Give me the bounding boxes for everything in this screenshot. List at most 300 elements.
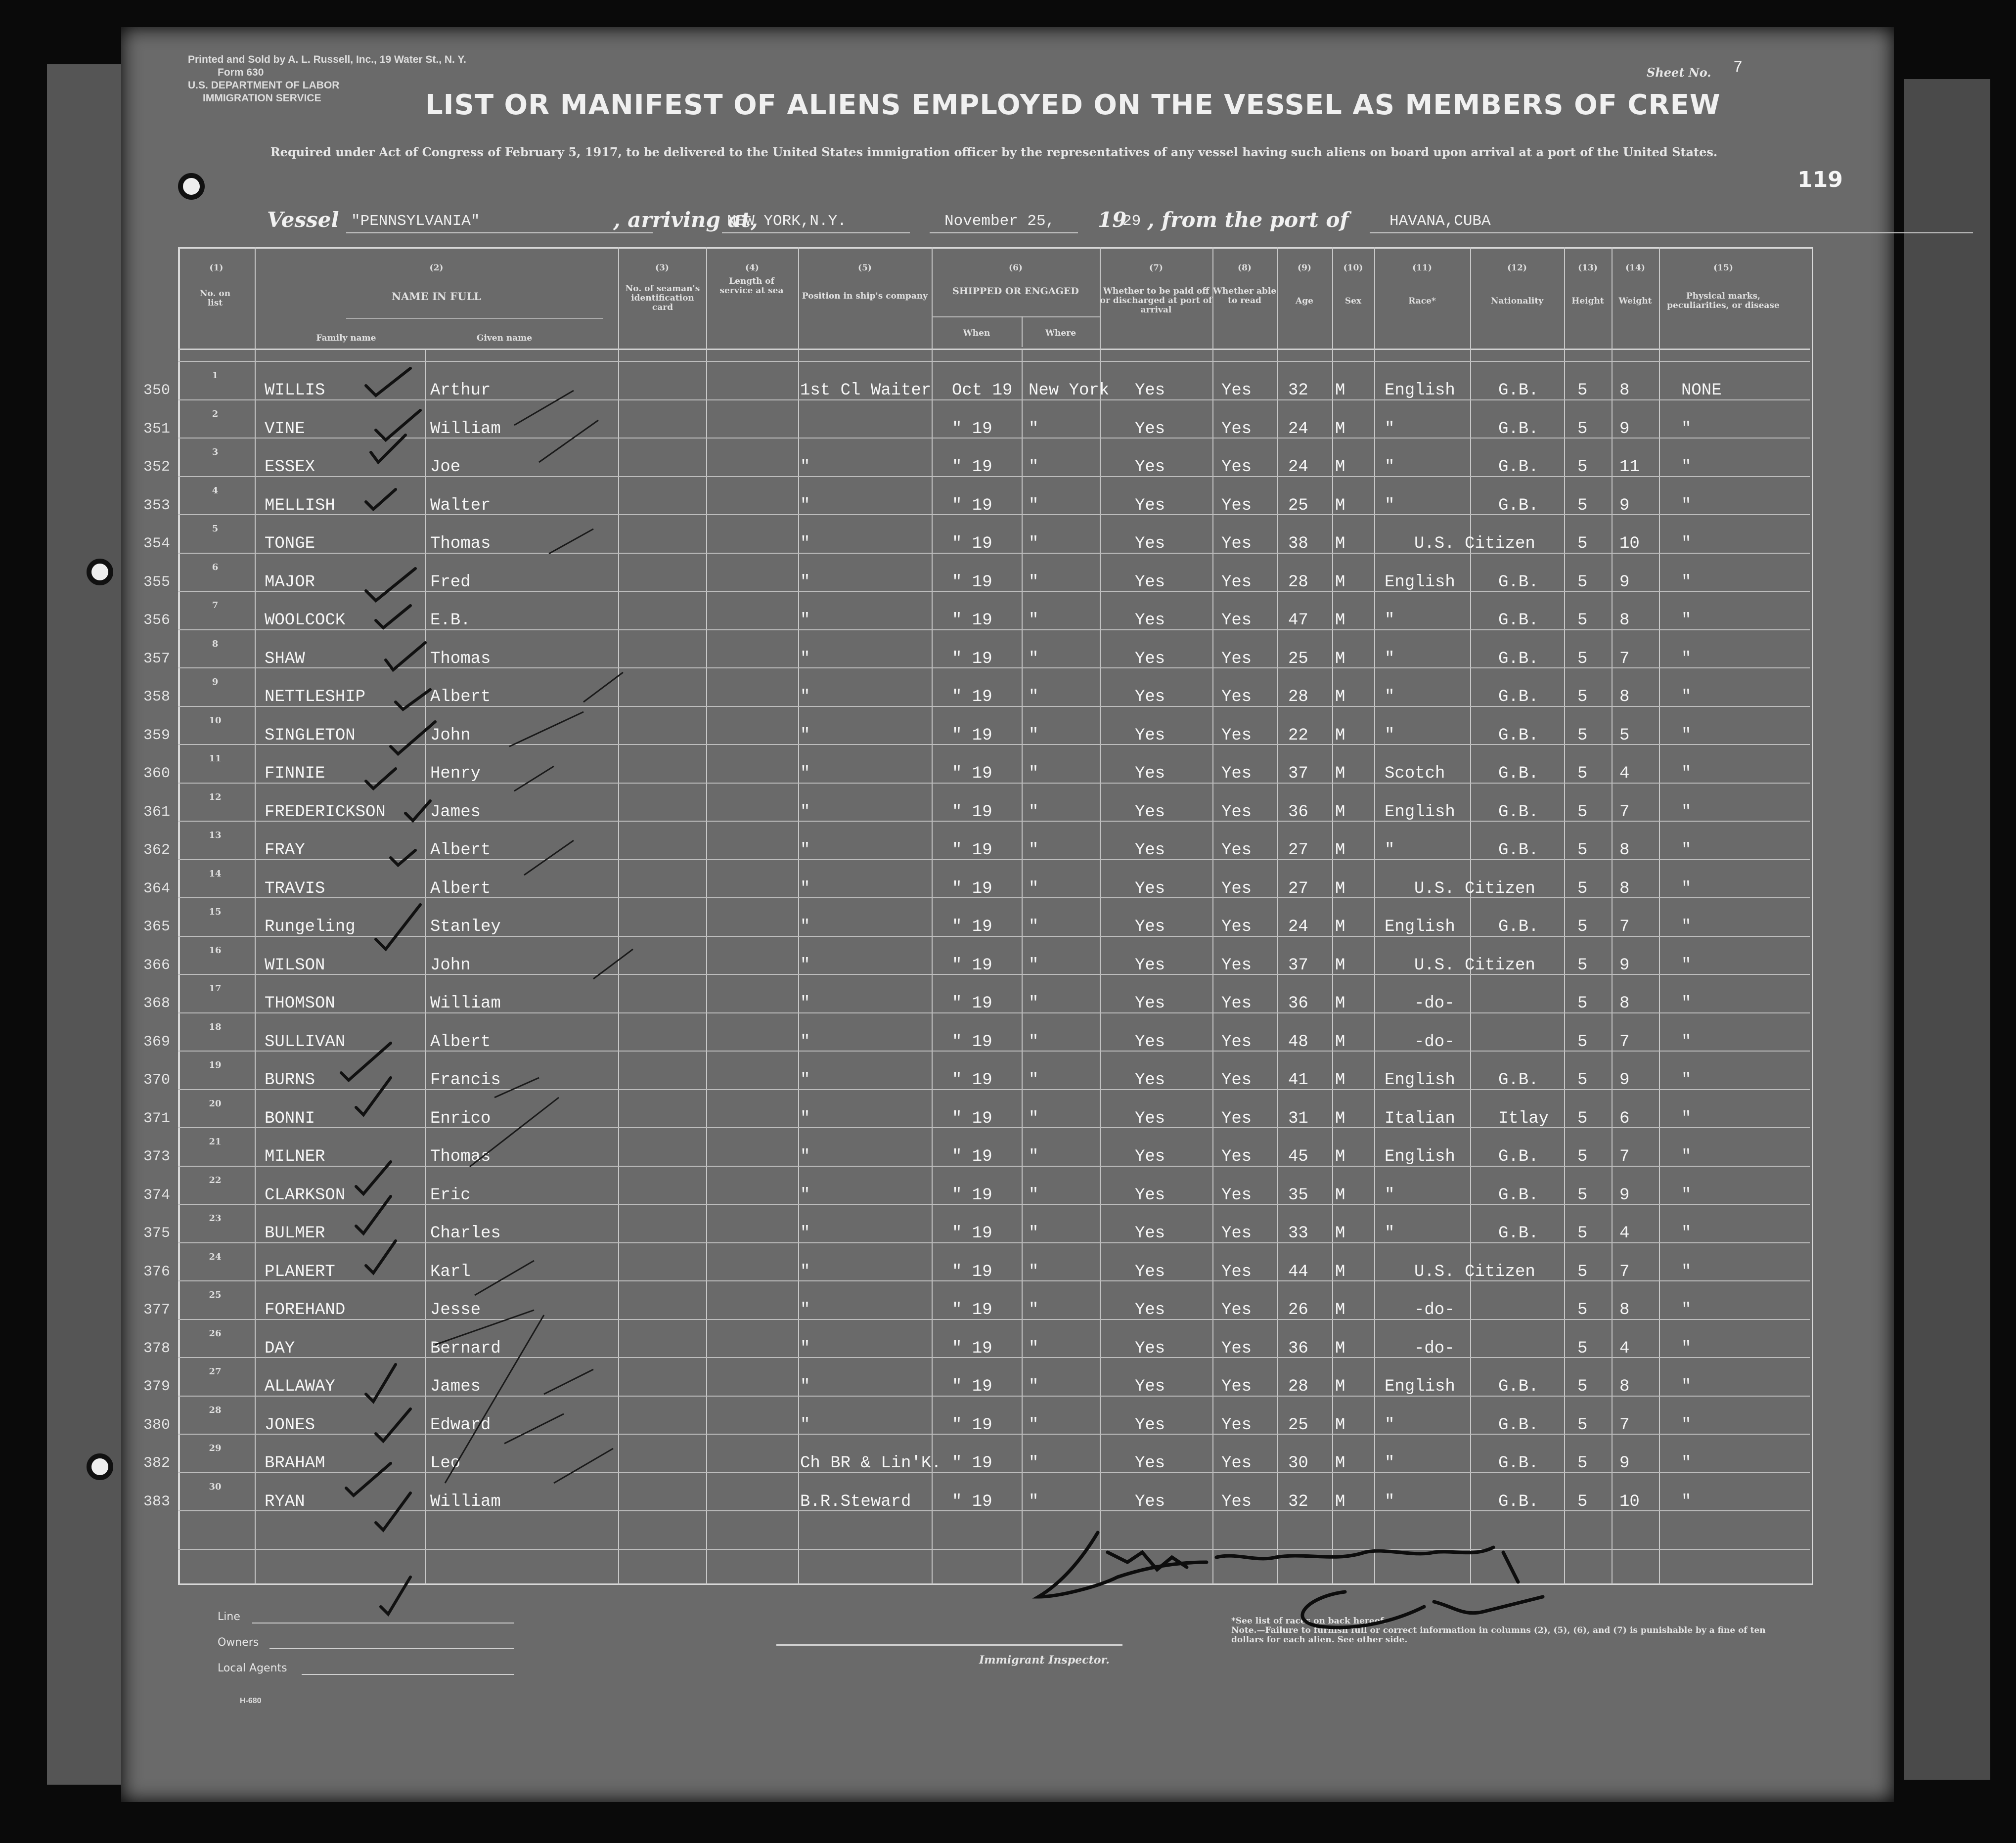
printer-line: Form 630 (218, 67, 264, 78)
list-number: 17 (209, 983, 222, 994)
physical-marks: " (1681, 419, 1692, 439)
margin-list-number: 371 (143, 1110, 171, 1127)
height: 5 (1577, 1492, 1588, 1511)
able-to-read: Yes (1221, 1224, 1252, 1243)
shipped-when: " 19 (952, 1032, 992, 1052)
family-name: MILNER (265, 1147, 325, 1166)
from-label: , from the port of (1147, 208, 1349, 232)
nationality: G.B. (1498, 841, 1539, 860)
able-to-read: Yes (1221, 1185, 1252, 1205)
col-number: (11) (1412, 263, 1432, 273)
physical-marks: " (1681, 1262, 1692, 1281)
able-to-read: Yes (1221, 1071, 1252, 1090)
age: 25 (1288, 649, 1308, 668)
family-name: THOMSON (265, 994, 335, 1013)
col-number: (10) (1343, 263, 1363, 273)
family-name: Rungeling (265, 918, 356, 936)
col-number: (9) (1298, 263, 1311, 273)
paid-off: Yes (1135, 1301, 1165, 1319)
weight: 9 (1619, 1071, 1630, 1090)
able-to-read: Yes (1221, 879, 1252, 898)
physical-marks: " (1681, 458, 1692, 477)
race: " (1385, 841, 1395, 860)
position: Ch BR & Lin'K. (800, 1454, 941, 1473)
margin-list-number: 368 (143, 995, 171, 1012)
header-age: Age (1296, 296, 1313, 306)
list-number: 26 (209, 1328, 222, 1339)
list-number: 8 (212, 638, 219, 649)
given-name: William (430, 1492, 501, 1511)
margin-list-number: 376 (143, 1263, 171, 1280)
arriving-port: NEW YORK,N.Y. (727, 213, 847, 230)
age: 28 (1288, 688, 1308, 706)
height: 5 (1577, 726, 1588, 745)
physical-marks: " (1681, 841, 1692, 860)
weight: 9 (1619, 419, 1630, 439)
header-seaman-id: No. of seaman's identification card (625, 284, 700, 312)
weight: 8 (1619, 879, 1630, 898)
able-to-read: Yes (1221, 764, 1252, 783)
age: 26 (1288, 1301, 1308, 1319)
shipped-when: " 19 (952, 1415, 992, 1435)
shipped-where: " (1029, 1492, 1039, 1511)
shipped-where: " (1029, 1339, 1039, 1358)
list-number: 30 (209, 1481, 222, 1492)
col-number: (12) (1507, 263, 1527, 273)
family-name: BURNS (265, 1071, 315, 1090)
nationality: G.B. (1498, 611, 1539, 630)
given-name: Thomas (430, 649, 491, 668)
shipped-where: New York (1029, 381, 1110, 400)
paid-off: Yes (1135, 956, 1165, 975)
height: 5 (1577, 1377, 1588, 1396)
position: " (800, 688, 810, 706)
margin-list-number: 356 (143, 612, 171, 629)
nationality: G.B. (1498, 918, 1539, 936)
able-to-read: Yes (1221, 1377, 1252, 1396)
able-to-read: Yes (1221, 994, 1252, 1013)
margin-list-number: 360 (143, 765, 171, 782)
header-length-of-service: Length of service at sea (719, 276, 784, 296)
margin-list-number: 353 (143, 497, 171, 514)
height: 5 (1577, 1262, 1588, 1281)
weight: 8 (1619, 1301, 1630, 1319)
col-number: (2) (429, 263, 444, 273)
shipped-where: " (1029, 1071, 1039, 1090)
paid-off: Yes (1135, 1109, 1165, 1128)
given-name: Walter (430, 496, 491, 515)
list-number: 22 (209, 1175, 222, 1185)
shipped-when: Oct 19 (952, 381, 1013, 400)
able-to-read: Yes (1221, 726, 1252, 745)
shipped-when: " 19 (952, 1377, 992, 1396)
margin-list-number: 364 (143, 880, 171, 897)
physical-marks: " (1681, 1185, 1692, 1205)
race: English (1385, 381, 1455, 400)
age: 36 (1288, 1339, 1308, 1358)
able-to-read: Yes (1221, 841, 1252, 860)
able-to-read: Yes (1221, 1339, 1252, 1358)
physical-marks: " (1681, 611, 1692, 630)
sex: M (1335, 1032, 1345, 1052)
margin-list-number: 370 (143, 1072, 171, 1089)
margin-list-number: 375 (143, 1225, 171, 1242)
shipped-where: " (1029, 1301, 1039, 1319)
height: 5 (1577, 496, 1588, 515)
sex: M (1335, 1377, 1345, 1396)
position: " (800, 1262, 810, 1281)
margin-list-number: 355 (143, 573, 171, 591)
shipped-when: " 19 (952, 1262, 992, 1281)
height: 5 (1577, 1415, 1588, 1435)
sex: M (1335, 1185, 1345, 1205)
shipped-where: " (1029, 1147, 1039, 1166)
given-name: Thomas (430, 534, 491, 553)
race: English (1385, 802, 1455, 822)
col-number: (1) (209, 263, 224, 273)
list-number: 2 (212, 408, 219, 419)
race: " (1385, 726, 1395, 745)
footer-owners-label: Owners (218, 1636, 259, 1649)
paid-off: Yes (1135, 458, 1165, 477)
position: " (800, 1032, 810, 1052)
sex: M (1335, 1109, 1345, 1128)
paid-off: Yes (1135, 1377, 1165, 1396)
race: " (1385, 1415, 1395, 1435)
nationality: G.B. (1498, 1224, 1539, 1243)
list-number: 25 (209, 1290, 222, 1300)
physical-marks: " (1681, 956, 1692, 975)
nationality: G.B. (1498, 1454, 1539, 1473)
shipped-where: " (1029, 572, 1039, 592)
shipped-where: " (1029, 458, 1039, 477)
shipped-where: " (1029, 649, 1039, 668)
vessel-name: "PENNSYLVANIA" (351, 213, 480, 230)
able-to-read: Yes (1221, 1492, 1252, 1511)
given-name: Fred (430, 572, 471, 592)
nationality: -do- (1414, 1032, 1455, 1052)
header-height: Height (1571, 296, 1604, 306)
paid-off: Yes (1135, 726, 1165, 745)
list-number: 27 (209, 1366, 222, 1377)
paid-off: Yes (1135, 649, 1165, 668)
shipped-where: " (1029, 1377, 1039, 1396)
margin-list-number: 365 (143, 919, 171, 935)
family-name: BONNI (265, 1109, 315, 1128)
list-number: 28 (209, 1404, 222, 1415)
paid-off: Yes (1135, 534, 1165, 553)
position: " (800, 1147, 810, 1166)
nationality: -do- (1414, 1339, 1455, 1358)
sex: M (1335, 572, 1345, 592)
race: Scotch (1385, 764, 1445, 783)
physical-marks: " (1681, 1492, 1692, 1511)
shipped-where: " (1029, 1224, 1039, 1243)
header-nationality: Nationality (1490, 296, 1544, 306)
sex: M (1335, 1224, 1345, 1243)
printer-line: IMMIGRATION SERVICE (203, 92, 321, 104)
given-name: Charles (430, 1224, 501, 1243)
paid-off: Yes (1135, 1147, 1165, 1166)
paid-off: Yes (1135, 764, 1165, 783)
age: 28 (1288, 1377, 1308, 1396)
shipped-where: " (1029, 1185, 1039, 1205)
given-name: Arthur (430, 381, 491, 400)
shipped-where: " (1029, 419, 1039, 439)
nationality: U.S. Citizen (1414, 534, 1535, 553)
able-to-read: Yes (1221, 649, 1252, 668)
weight: 7 (1619, 802, 1630, 822)
family-name: DAY (265, 1339, 295, 1358)
age: 37 (1288, 764, 1308, 783)
family-name: WILSON (265, 956, 325, 975)
list-number: 20 (209, 1098, 222, 1109)
year-prefix: 19 (1098, 208, 1127, 232)
nationality: -do- (1414, 1301, 1455, 1319)
position: " (800, 1415, 810, 1435)
age: 33 (1288, 1224, 1308, 1243)
nationality: Itlay (1498, 1109, 1549, 1128)
paid-off: Yes (1135, 1492, 1165, 1511)
given-name: Bernard (430, 1339, 501, 1358)
age: 44 (1288, 1262, 1308, 1281)
race: " (1385, 688, 1395, 706)
sex: M (1335, 879, 1345, 898)
race: " (1385, 1185, 1395, 1205)
given-name: Jesse (430, 1301, 481, 1319)
physical-marks: " (1681, 1147, 1692, 1166)
able-to-read: Yes (1221, 956, 1252, 975)
family-name: TRAVIS (265, 879, 325, 898)
given-name: Stanley (430, 918, 501, 936)
sex: M (1335, 458, 1345, 477)
position: " (800, 458, 810, 477)
age: 25 (1288, 1415, 1308, 1435)
position: " (800, 1377, 810, 1396)
nationality: U.S. Citizen (1414, 956, 1535, 975)
race: " (1385, 1224, 1395, 1243)
margin-list-number: 352 (143, 459, 171, 476)
header-weight: Weight (1618, 296, 1652, 306)
given-name: Eric (430, 1185, 471, 1205)
margin-list-number: 374 (143, 1186, 171, 1204)
physical-marks: " (1681, 496, 1692, 515)
list-number: 9 (212, 677, 219, 687)
physical-marks: " (1681, 879, 1692, 898)
position: B.R.Steward (800, 1492, 911, 1511)
position: " (800, 496, 810, 515)
position: " (800, 611, 810, 630)
position: 1st Cl Waiter (800, 381, 932, 400)
shipped-where: " (1029, 496, 1039, 515)
nationality: G.B. (1498, 802, 1539, 822)
age: 25 (1288, 496, 1308, 515)
able-to-read: Yes (1221, 1415, 1252, 1435)
sex: M (1335, 764, 1345, 783)
height: 5 (1577, 419, 1588, 439)
weight: 8 (1619, 1377, 1630, 1396)
nationality: G.B. (1498, 1377, 1539, 1396)
family-name: FOREHAND (265, 1301, 346, 1319)
weight: 8 (1619, 994, 1630, 1013)
form-code: H-680 (240, 1697, 262, 1705)
list-number: 16 (209, 945, 222, 956)
given-name: Leo (430, 1454, 461, 1473)
margin-list-number: 382 (143, 1455, 171, 1472)
weight: 5 (1619, 726, 1630, 745)
margin-list-number: 351 (143, 420, 171, 438)
col-number: (4) (745, 263, 759, 273)
nationality: U.S. Citizen (1414, 879, 1535, 898)
arriving-label: , arriving at, (613, 208, 758, 232)
age: 38 (1288, 534, 1308, 553)
shipped-where: " (1029, 918, 1039, 936)
given-name: Henry (430, 764, 481, 783)
shipped-when: " 19 (952, 1454, 992, 1473)
position: " (800, 534, 810, 553)
shipped-when: " 19 (952, 879, 992, 898)
race: " (1385, 1454, 1395, 1473)
list-number: 1 (212, 370, 219, 381)
list-number: 7 (212, 600, 219, 611)
family-name: TONGE (265, 534, 315, 553)
nationality: G.B. (1498, 726, 1539, 745)
able-to-read: Yes (1221, 1301, 1252, 1319)
weight: 4 (1619, 1224, 1630, 1243)
position: " (800, 726, 810, 745)
weight: 11 (1619, 458, 1640, 477)
weight: 4 (1619, 764, 1630, 783)
shipped-when: " 19 (952, 841, 992, 860)
weight: 8 (1619, 381, 1630, 400)
family-name: VINE (265, 419, 305, 439)
able-to-read: Yes (1221, 1147, 1252, 1166)
col-number: (15) (1713, 263, 1733, 273)
height: 5 (1577, 611, 1588, 630)
paid-off: Yes (1135, 1032, 1165, 1052)
given-name: Albert (430, 688, 491, 706)
list-number: 21 (209, 1137, 222, 1147)
physical-marks: " (1681, 1032, 1692, 1052)
weight: 6 (1619, 1109, 1630, 1128)
position: " (800, 994, 810, 1013)
paid-off: Yes (1135, 1454, 1165, 1473)
position: " (800, 841, 810, 860)
shipped-where: " (1029, 841, 1039, 860)
note-text: Note.—Failure to furnish full or correct information in columns (2), (5), (6), and (7) is punishable by a fine of ten dollars for each alien. See other side. (1231, 1625, 1766, 1645)
nationality: G.B. (1498, 1147, 1539, 1166)
shipped-where: " (1029, 1415, 1039, 1435)
sex: M (1335, 1492, 1345, 1511)
paid-off: Yes (1135, 994, 1165, 1013)
race: " (1385, 496, 1395, 515)
paid-off: Yes (1135, 381, 1165, 400)
nationality: G.B. (1498, 1415, 1539, 1435)
family-name: BRAHAM (265, 1454, 325, 1473)
race: Italian (1385, 1109, 1455, 1128)
position: " (800, 649, 810, 668)
paid-off: Yes (1135, 1339, 1165, 1358)
age: 22 (1288, 726, 1308, 745)
family-name: BULMER (265, 1224, 325, 1243)
given-name: William (430, 994, 501, 1013)
paid-off: Yes (1135, 611, 1165, 630)
shipped-when: " 19 (952, 1147, 992, 1166)
height: 5 (1577, 956, 1588, 975)
col-number: (8) (1238, 263, 1252, 273)
shipped-when: " 19 (952, 534, 992, 553)
col-number: (3) (655, 263, 669, 273)
height: 5 (1577, 764, 1588, 783)
sex: M (1335, 1071, 1345, 1090)
height: 5 (1577, 918, 1588, 936)
shipped-when: " 19 (952, 458, 992, 477)
sex: M (1335, 956, 1345, 975)
age: 30 (1288, 1454, 1308, 1473)
race: " (1385, 419, 1395, 439)
family-name: WILLIS (265, 381, 325, 400)
year-suffix: 29 (1122, 213, 1141, 230)
family-name: JONES (265, 1415, 315, 1435)
able-to-read: Yes (1221, 419, 1252, 439)
paid-off: Yes (1135, 1262, 1165, 1281)
shipped-when: " 19 (952, 1185, 992, 1205)
physical-marks: " (1681, 802, 1692, 822)
list-number: 6 (212, 562, 219, 572)
sex: M (1335, 1339, 1345, 1358)
col-number: (6) (1009, 263, 1023, 273)
sex: M (1335, 688, 1345, 706)
margin-list-number: 383 (143, 1493, 171, 1510)
header-no-on-list: No. on list (199, 289, 231, 308)
family-name: CLARKSON (265, 1185, 346, 1205)
weight: 9 (1619, 496, 1630, 515)
weight: 8 (1619, 841, 1630, 860)
given-name: John (430, 956, 471, 975)
shipped-where: " (1029, 802, 1039, 822)
able-to-read: Yes (1221, 1109, 1252, 1128)
margin-list-number: 373 (143, 1148, 171, 1165)
age: 36 (1288, 994, 1308, 1013)
shipped-when: " 19 (952, 802, 992, 822)
weight: 4 (1619, 1339, 1630, 1358)
shipped-when: " 19 (952, 572, 992, 592)
physical-marks: " (1681, 572, 1692, 592)
position: " (800, 1301, 810, 1319)
col-number: (14) (1625, 263, 1645, 273)
able-to-read: Yes (1221, 1262, 1252, 1281)
given-name: Joe (430, 458, 461, 477)
physical-marks: " (1681, 1377, 1692, 1396)
shipped-where: " (1029, 764, 1039, 783)
paid-off: Yes (1135, 572, 1165, 592)
header-given-name: Given name (476, 333, 533, 343)
page-number: 119 (1797, 167, 1843, 192)
margin-list-number: 369 (143, 1033, 171, 1051)
list-number: 13 (209, 830, 222, 840)
footer-agents-label: Local Agents (218, 1662, 287, 1674)
age: 24 (1288, 458, 1308, 477)
age: 27 (1288, 841, 1308, 860)
paid-off: Yes (1135, 1071, 1165, 1090)
weight: 7 (1619, 1415, 1630, 1435)
height: 5 (1577, 458, 1588, 477)
family-name: FREDERICKSON (265, 802, 386, 822)
col-number: (7) (1149, 263, 1163, 273)
list-number: 3 (212, 447, 219, 457)
shipped-when: " 19 (952, 611, 992, 630)
sex: M (1335, 496, 1345, 515)
